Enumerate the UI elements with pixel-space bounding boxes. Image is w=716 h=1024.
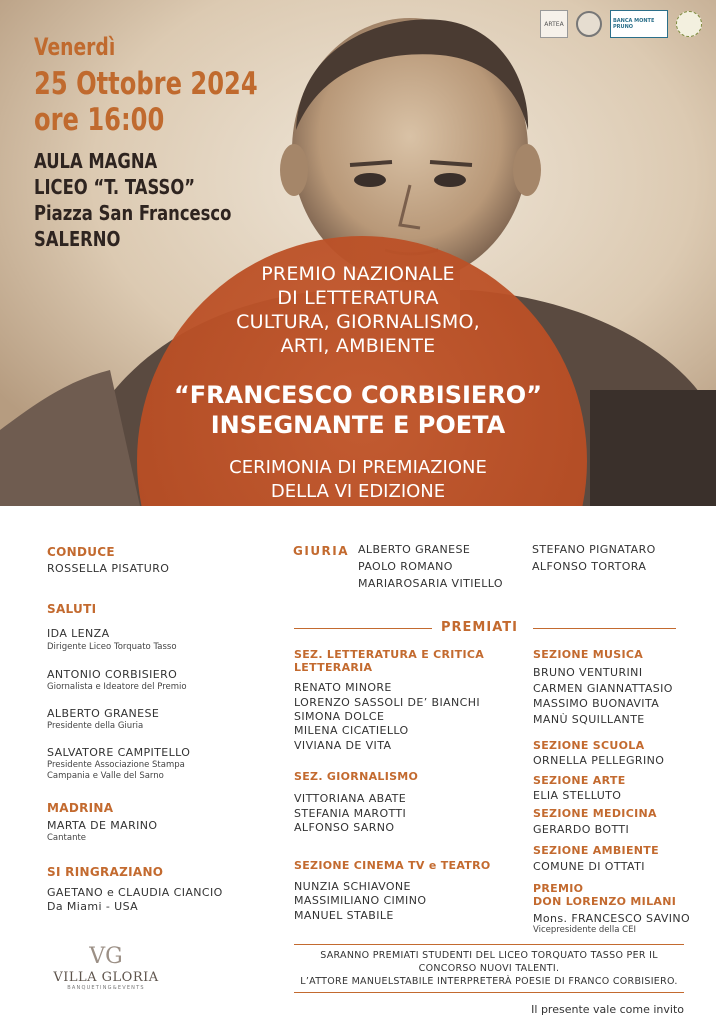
event-time: ore 16:00 [34,102,165,138]
venue-line: AULA MAGNA [34,149,158,173]
title-line: “FRANCESCO CORBISIERO” [174,381,542,409]
saluti-person-role: Presidente Associazione Stampa [47,760,185,770]
artea-logo [540,10,568,38]
giornalismo-winner: STEFANIA MAROTTI [294,807,407,820]
letteratura-heading: SEZ. LETTERATURA E CRITICA [294,648,485,661]
premiati-rule-right [533,628,676,629]
footer-note: SARANNO PREMIATI STUDENTI DEL LICEO TORQUATO TASSO PER IL [320,950,658,961]
saluti-person-role: Campania e Valle del Sarno [47,771,164,781]
premio-line: PREMIO NAZIONALE [261,263,455,285]
arte-heading: SEZIONE ARTE [533,774,626,787]
letteratura-winner: VIVIANA DE VITA [294,739,392,752]
liceo-seal-logo [576,11,602,37]
letteratura-winner: RENATO MINORE [294,681,392,694]
title-line: INSEGNANTE E POETA [210,411,506,439]
event-title [0,380,716,440]
medicina-winner: GERARDO BOTTI [533,823,630,836]
giuria-member: PAOLO ROMANO [358,560,453,573]
ceremony-line: CERIMONIA DI PREMIAZIONE [229,457,487,478]
event-day: Venerdì [34,33,116,61]
conduce-heading: CONDUCE [47,545,115,559]
premiati-heading: PREMIATI [441,620,518,635]
association-logo [676,11,702,37]
ringraziano-place: Da Miami - USA [47,900,139,913]
ambiente-heading: SEZIONE AMBIENTE [533,844,659,857]
cinema-heading: SEZIONE CINEMA TV e TEATRO [294,859,491,872]
ceremony-line: DELLA VI EDIZIONE [270,481,446,502]
madrina-name: MARTA DE MARINO [47,819,158,832]
footer-rule-top [294,944,684,945]
saluti-person-name: SALVATORE CAMPITELLO [47,746,191,759]
villa-gloria-logo [50,944,162,991]
giuria-member: ALFONSO TORTORA [532,560,647,573]
hero-photo-area [0,0,716,506]
giornalismo-winner: ALFONSO SARNO [294,821,395,834]
milani-heading: DON LORENZO MILANI [533,895,677,908]
musica-winner: CARMEN GIANNATTASIO [533,682,673,695]
venue-line: LICEO “T. TASSO” [34,175,196,199]
premio-heading [0,262,716,358]
giornalismo-winner: VITTORIANA ABATE [294,792,407,805]
arte-winner: ELIA STELLUTO [533,789,622,802]
letteratura-winner: LORENZO SASSOLI DE’ BIANCHI [294,696,481,709]
footer-rule-bottom [294,992,684,993]
artea-logo-text: ARTEA [544,20,564,28]
footer-note: CONCORSO NUOVI TALENTI. [418,963,560,974]
saluti-person-role: Dirigente Liceo Torquato Tasso [47,642,177,652]
cinema-winner: MANUEL STABILE [294,909,394,922]
scuola-heading: SEZIONE SCUOLA [533,739,645,752]
musica-heading: SEZIONE MUSICA [533,648,644,661]
premio-line: CULTURA, GIORNALISMO, [236,311,480,333]
ringraziano-name: GAETANO e CLAUDIA CIANCIO [47,886,223,899]
giuria-member: STEFANO PIGNATARO [532,543,656,556]
musica-winner: MANÙ SQUILLANTE [533,713,645,726]
ringraziano-heading: SI RINGRAZIANO [47,865,164,879]
footer-note: L’ATTORE MANUELSTABILE INTERPRETERÀ POESIE DI FRANCO CORBISIERO. [300,976,678,987]
premio-line: DI LETTERATURA [277,287,439,309]
saluti-person-role: Presidente della Giuria [47,721,144,731]
villa-gloria-name: VILLA GLORIA [53,970,159,985]
musica-winner: BRUNO VENTURINI [533,666,643,679]
villa-gloria-sub: BANQUETING&EVENTS [67,985,145,991]
musica-winner: MASSIMO BUONAVITA [533,697,660,710]
medicina-heading: SEZIONE MEDICINA [533,807,657,820]
letteratura-winner: SIMONA DOLCE [294,710,385,723]
ceremony-subtitle [0,456,716,504]
milani-role: Vicepresidente della CEI [533,925,636,935]
letteratura-heading: LETTERARIA [294,661,373,674]
cinema-winner: MASSIMILIANO CIMINO [294,894,427,907]
event-venue [34,148,275,252]
premio-line: ARTI, AMBIENTE [280,335,436,357]
milani-heading: PREMIO [533,882,584,895]
villa-gloria-mark: VG [89,944,123,969]
conduce-name: ROSSELLA PISATURO [47,562,170,575]
saluti-person-role: Giornalista e Ideatore del Premio [47,682,187,692]
event-date-text: 25 Ottobre 2024 [34,66,258,102]
venue-line: SALERNO [34,227,121,251]
madrina-role: Cantante [47,833,87,843]
letteratura-winner: MILENA CICATIELLO [294,724,409,737]
madrina-heading: MADRINA [47,801,114,815]
giornalismo-heading: SEZ. GIORNALISMO [294,770,419,783]
saluti-person-name: ALBERTO GRANESE [47,707,160,720]
bank-logo [610,10,668,38]
giuria-heading: GIURIA [293,544,350,558]
cinema-winner: NUNZIA SCHIAVONE [294,880,411,893]
saluti-heading: SALUTI [47,602,97,616]
giuria-member: MARIAROSARIA VITIELLO [358,577,503,590]
scuola-winner: ORNELLA PELLEGRINO [533,754,665,767]
milani-winner: Mons. FRANCESCO SAVINO [533,912,691,925]
ambiente-winner: COMUNE DI OTTATI [533,860,645,873]
giuria-member: ALBERTO GRANESE [358,543,471,556]
saluti-person-name: IDA LENZA [47,627,110,640]
premiati-rule-left [294,628,432,629]
saluti-person-name: ANTONIO CORBISIERO [47,668,178,681]
bank-logo-text: BANCA MONTE PRUNO [613,18,655,30]
invite-note: Il presente vale come invito [531,1003,684,1016]
venue-line: Piazza San Francesco [34,201,232,225]
sponsor-logos [540,10,702,38]
event-date [34,28,321,138]
